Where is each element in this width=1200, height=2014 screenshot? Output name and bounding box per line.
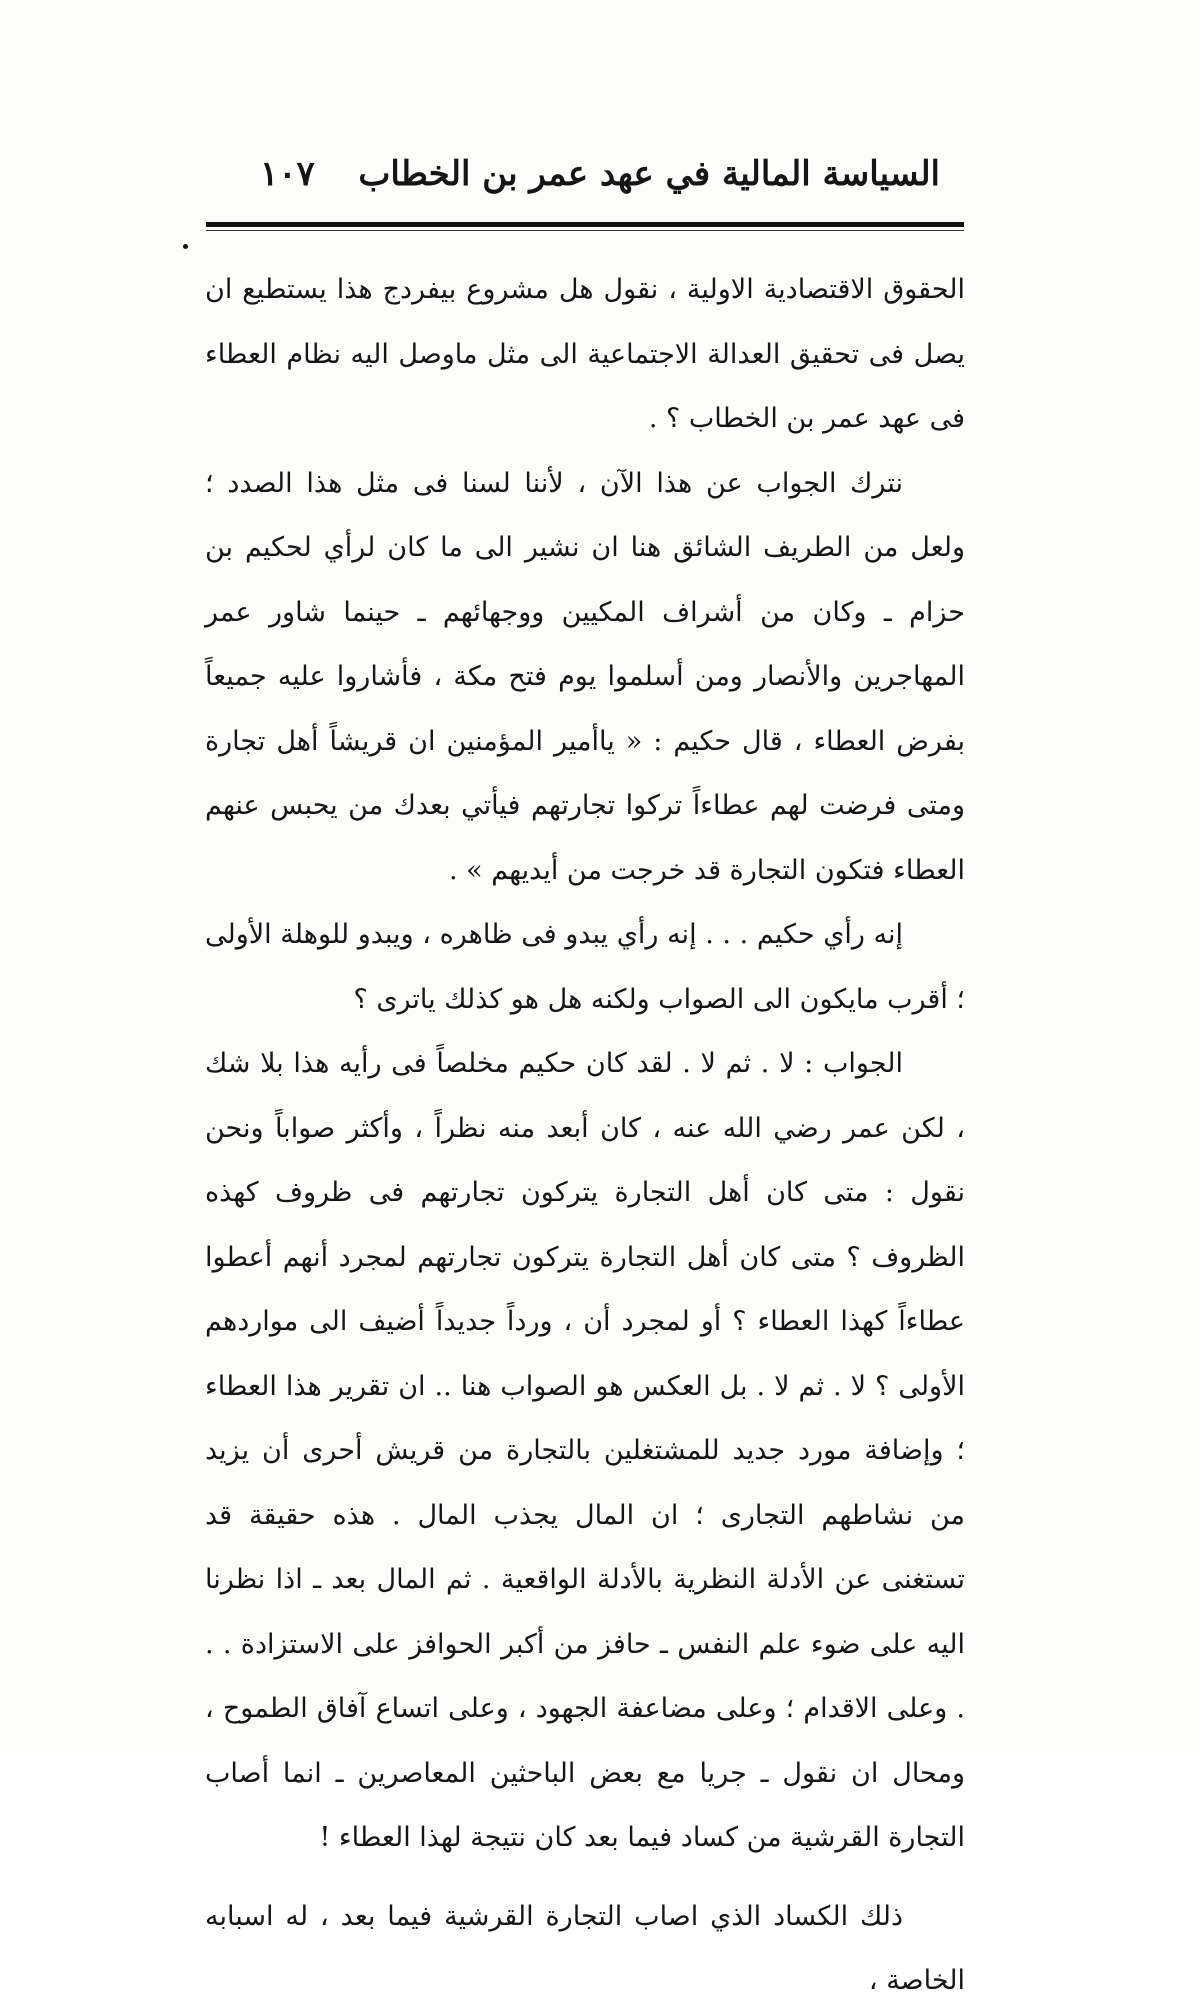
- header-rule-thin: [206, 230, 964, 231]
- running-header: [250, 150, 940, 206]
- header-rule: [206, 222, 964, 227]
- paragraph: نترك الجواب عن هذا الآن ، لأننا لسنا فى مثل هذا الصدد ؛ ولعل من الطريف الشائق هنا ان نشير الى ما كان لرأي لحكيم بن حزام ـ وكان من أشراف المكيين ووجهائهم ـ حينما شاور عمر المهاجرين والأنصار ومن أسلموا يوم فتح مكة ، فأشاروا عليه جميعاً بفرض العطاء ، قال حكيم : « ياأمير المؤمنين ان قريشاً أهل تجارة ومتى فرضت لهم عطاءاً تركوا تجارتهم فيأتي بعدك من يحبس عنهم العطاء فتكون التجارة قد خرجت من أيديهم » .: [205, 467, 965, 886]
- paragraph: الجواب : لا . ثم لا . لقد كان حكيم مخلصاً فى رأيه هذا بلا شك ، لكن عمر رضي الله عنه ، كان أبعد منه نظراً ، وأكثر صواباً ونحن نقول : متى كان أهل التجارة يتركون تجارتهم فى ظروف كهذه الظروف ؟ متى كان أهل التجارة يتركون تجارتهم لمجرد أنهم أعطوا عطاءاً كهذا العطاء ؟ أو لمجرد أن ، ورداً جديداً أضيف الى مواردهم الأولى ؟ لا . ثم لا . بل العكس هو الصواب هنا .. ان تقرير هذا العطاء ؛ وإضافة مورد جديد للمشتغلين بالتجارة من قريش أحرى أن يزيد من نشاطهم التجارى ؛ ان المال يجذب المال . هذه حقيقة قد تستغنى عن الأدلة النظرية بالأدلة الواقعية . ثم المال بعد ـ اذا نظرنا اليه على ضوء علم النفس ـ حافز من أكبر الحوافز على الاستزادة . . . وعلى الاقدام ؛ وعلى مضاعفة الجهود ، وعلى اتساع آفاق الطموح ، ومحال ان نقول ـ جريا مع بعض الباحثين المعاصرين ـ انما أصاب التجارة القرشية من كساد فيما بعد كان نتيجة لهذا العطاء !: [205, 1048, 965, 1853]
- paragraph: الحقوق الاقتصادية الاولية ، نقول هل مشروع بيفردج هذا يستطيع ان يصل فى تحقيق العدالة الاجتماعية الى مثل ماوصل اليه نظام العطاء فى عهد عمر بن الخطاب ؟ .: [205, 274, 965, 434]
- running-title: السياسة المالية في عهد عمر بن الخطاب: [358, 154, 940, 194]
- body-text: [205, 258, 965, 2014]
- paragraph: إنه رأي حكيم . . . إنه رأي يبدو فى ظاهره ، ويبدو للوهلة الأولى ؛ أقرب مايكون الى الصواب ولكنه هل هو كذلك ياترى ؟: [205, 919, 965, 1015]
- paragraph: ذلك الكساد الذي اصاب التجارة القرشية فيما بعد ، له اسبابه الخاصة ،: [205, 1900, 965, 1996]
- page-number: ١٠٧: [260, 154, 315, 194]
- margin-dot: [183, 244, 188, 249]
